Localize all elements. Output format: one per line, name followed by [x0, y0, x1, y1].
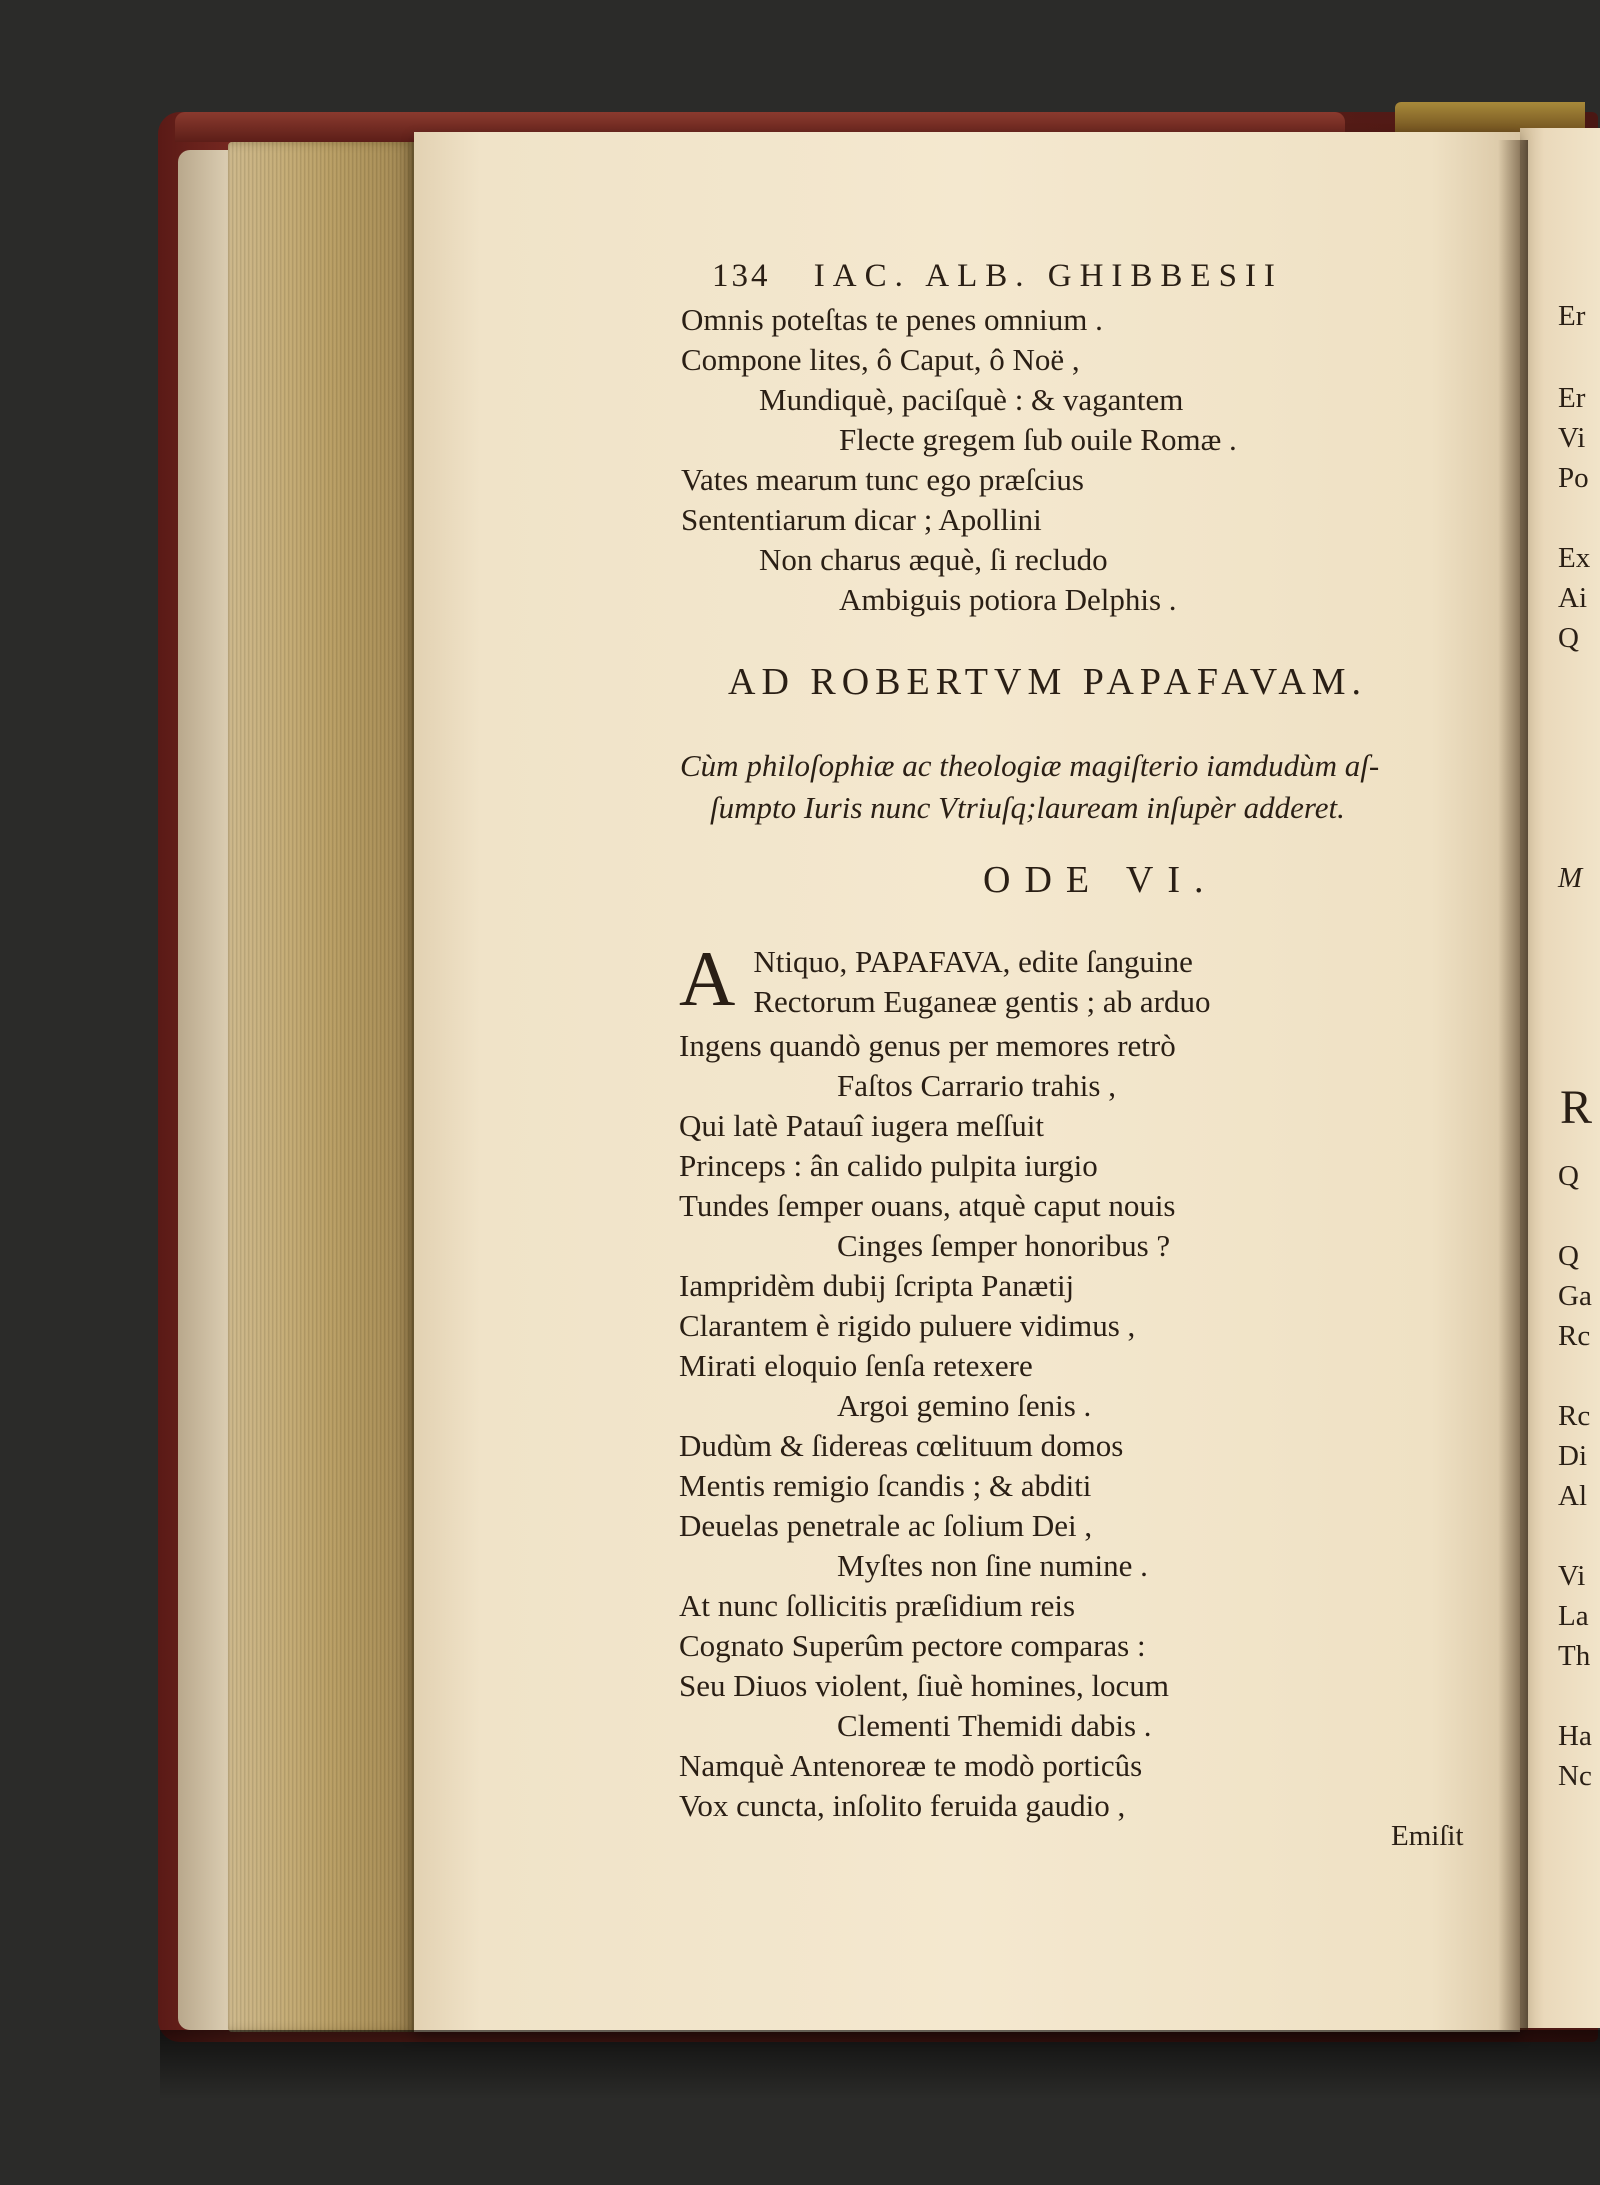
previous-poem-ending — [681, 300, 1237, 620]
page-block-edges — [228, 142, 418, 2032]
verse-line: Mentis remigio ſcandis ; & abditi — [679, 1468, 1092, 1503]
verse-line: Deuelas penetrale ac ſolium Dei , — [679, 1508, 1093, 1543]
verse-line: Vox cuncta, inſolito feruida gaudio , — [679, 1788, 1126, 1823]
verse-line: Rectorum Euganeæ gentis ; ab arduo — [753, 984, 1211, 1019]
verse-line: Sententiarum dicar ; Apollini — [681, 502, 1042, 537]
ode-title: ODE VI. — [983, 859, 1218, 901]
drop-cap: A — [679, 935, 736, 1022]
verse-line: Princeps : ân calido pulpita iurgio — [679, 1148, 1098, 1183]
verse-line: Myſtes non ſine numine . — [837, 1548, 1148, 1583]
dedication-subtitle-line: Cùm philoſophiæ ac theologiæ magiſterio iamdudùm aſ- — [680, 748, 1380, 783]
verse-line: Argoi gemino ſenis . — [837, 1388, 1092, 1423]
facing-page-fragment: Di — [1558, 1440, 1587, 1472]
verse-line: Vates mearum tunc ego præſcius — [681, 462, 1084, 497]
facing-page-fragment: La — [1558, 1600, 1589, 1632]
verse-line: At nunc ſollicitis præſidium reis — [679, 1588, 1076, 1623]
verse-line: Faſtos Carrario trahis , — [837, 1068, 1116, 1103]
ode-opening — [679, 935, 1211, 1026]
facing-page-fragment: Ai — [1558, 582, 1587, 614]
ode-body — [679, 935, 1211, 1823]
verse-line: Dudùm & ſidereas cœlituum domos — [679, 1428, 1124, 1463]
facing-page-fragment: Nc — [1558, 1760, 1592, 1792]
verse-line: Qui latè Patauî iugera meſſuit — [679, 1108, 1045, 1143]
verse-line: Tundes ſemper ouans, atquè caput nouis — [679, 1188, 1176, 1223]
verse-line: Clarantem è rigido puluere vidimus , — [679, 1308, 1136, 1343]
verse-line: Ambiguis potiora Delphis . — [839, 582, 1177, 617]
verse-line: Compone lites, ô Caput, ô Noë , — [681, 342, 1080, 377]
verse-line: Omnis poteſtas te penes omnium . — [681, 302, 1103, 337]
verse-line: Mirati eloquio ſenſa retexere — [679, 1348, 1033, 1383]
facing-page-fragment: Rc — [1558, 1400, 1591, 1432]
facing-page-fragment: M — [1558, 862, 1583, 894]
page-header — [712, 258, 1283, 295]
verse-line: Iampridèm dubij ſcripta Panætij — [679, 1268, 1075, 1303]
facing-page-fragment: Th — [1558, 1640, 1591, 1672]
verse-line: Ingens quandò genus per memores retrò — [679, 1028, 1176, 1063]
facing-page-fragment: Vi — [1558, 422, 1586, 454]
gutter-shadow — [1498, 140, 1528, 2030]
verse-line: Mundiquè, paciſquè : & vagantem — [759, 382, 1184, 417]
verse-line: Namquè Antenoreæ te modò porticûs — [679, 1748, 1143, 1783]
dedication-subtitle-line: ſumpto Iuris nunc Vtriuſq;lauream inſupèr adderet. — [710, 790, 1345, 825]
facing-page-fragment: Q — [1558, 1240, 1579, 1272]
facing-page-fragment: Po — [1558, 462, 1589, 494]
facing-page-fragment: Vi — [1558, 1560, 1586, 1592]
verse-line: Non charus æquè, ſi recludo — [759, 542, 1108, 577]
facing-page-fragment: Er — [1558, 382, 1586, 414]
facing-page-fragment: Rc — [1558, 1320, 1591, 1352]
running-head: IAC. ALB. GHIBBESII — [813, 258, 1283, 294]
verse-line: Cognato Superûm pectore comparas : — [679, 1628, 1146, 1663]
facing-page-fragment: Q — [1558, 1160, 1579, 1192]
facing-page-fragment: Q — [1558, 622, 1579, 654]
facing-page-fragment: Ga — [1558, 1280, 1592, 1312]
facing-page-fragment: Ex — [1558, 542, 1591, 574]
ode-verse-lines — [679, 1026, 1210, 1823]
verse-line: Ntiquo, PAPAFAVA, edite ſanguine — [753, 944, 1193, 979]
dedication-subtitle — [680, 745, 1379, 829]
facing-page-fragment: Al — [1558, 1480, 1587, 1512]
catchword: Emiſit — [1391, 1820, 1464, 1852]
verse-line: Clementi Themidi dabis . — [837, 1708, 1152, 1743]
dedication-title: AD ROBERTVM PAPAFAVAM. — [728, 661, 1368, 703]
facing-page-fragment: R — [1560, 1081, 1593, 1134]
facing-page-fragment: Er — [1558, 300, 1586, 332]
book-shadow — [160, 2030, 1600, 2100]
verse-line: Seu Diuos violent, ſiuè homines, locum — [679, 1668, 1169, 1703]
verse-line: Cinges ſemper honoribus ? — [837, 1228, 1171, 1263]
verse-line: Flecte gregem ſub ouile Romæ . — [839, 422, 1237, 457]
page-number: 134 — [712, 258, 771, 294]
ode-opening-lines — [743, 942, 1211, 1019]
facing-page-fragment: Ha — [1558, 1720, 1592, 1752]
